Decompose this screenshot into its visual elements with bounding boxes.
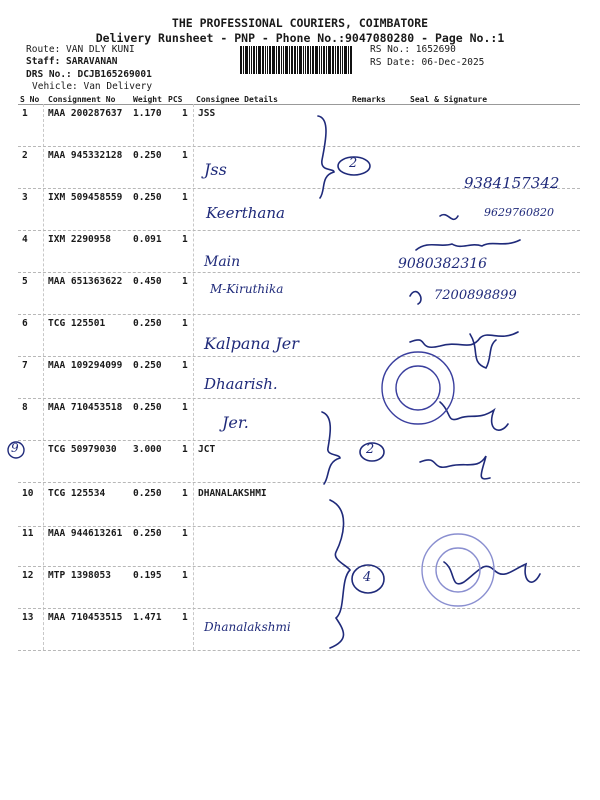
brace-mark — [318, 116, 334, 198]
consignee-name: JCT — [198, 444, 216, 455]
handwritten-serial: 9 — [11, 441, 19, 455]
row-serial: 4 — [22, 234, 28, 245]
group-count: 2 — [366, 442, 375, 457]
route-label: Route: VAN DLY KUNI — [26, 44, 135, 55]
signature-mark — [416, 240, 520, 250]
row-serial: 5 — [22, 276, 28, 287]
consignment-number: MAA 710453518 — [48, 402, 123, 413]
row-weight: 1.471 — [133, 612, 162, 623]
handwritten-name: Jer. — [222, 413, 249, 432]
consignment-number: IXM 2290958 — [48, 234, 111, 245]
row-pcs: 1 — [182, 528, 188, 539]
handwritten-phone: 9080382316 — [398, 256, 488, 272]
row-serial: 10 — [22, 488, 34, 499]
row-serial: 8 — [22, 402, 28, 413]
handwritten-name: M-Kiruthika — [210, 282, 284, 296]
col-header-pcs: PCS — [168, 95, 183, 104]
consignment-number: TCG 50979030 — [48, 444, 117, 455]
consignment-number: MAA 710453515 — [48, 612, 123, 623]
row-weight: 0.091 — [133, 234, 162, 245]
consignment-number: MTP 1398053 — [48, 570, 111, 581]
row-weight: 0.250 — [133, 360, 162, 371]
row-serial: 12 — [22, 570, 34, 581]
signature-mark — [420, 456, 490, 479]
col-header-signature: Seal & Signature — [410, 95, 488, 104]
row-weight: 1.170 — [133, 108, 162, 119]
handwritten-name: Jss — [204, 160, 227, 179]
consignment-number: MAA 651363622 — [48, 276, 123, 287]
seal-stamp — [436, 548, 480, 592]
row-pcs: 1 — [182, 444, 188, 455]
rs-number: RS No.: 1652690 — [370, 44, 456, 55]
drs-number: DRS No.: DCJB165269001 — [26, 69, 152, 80]
consignment-number: MAA 109294099 — [48, 360, 123, 371]
row-pcs: 1 — [182, 234, 188, 245]
handwritten-name: Kalpana Jer — [204, 334, 299, 353]
consignment-number: TCG 125501 — [48, 318, 106, 329]
handwritten-phone: 9629760820 — [484, 206, 554, 219]
row-pcs: 1 — [182, 108, 188, 119]
signature-mark — [410, 332, 518, 347]
row-serial: 7 — [22, 360, 28, 371]
row-pcs: 1 — [182, 150, 188, 161]
row-serial: 1 — [22, 108, 28, 119]
row-serial: 13 — [22, 612, 34, 623]
seal-stamp — [396, 366, 440, 410]
staff-label: Staff: SARAVANAN — [26, 56, 118, 67]
col-header-consignment: Consignment No — [48, 95, 116, 104]
handwritten-name: Dhaarish. — [204, 375, 278, 393]
handwritten-name: Dhanalakshmi — [204, 620, 291, 634]
row-pcs: 1 — [182, 360, 188, 371]
seal-stamp — [422, 534, 494, 606]
seal-stamp — [382, 352, 454, 424]
consignment-number: TCG 125534 — [48, 488, 106, 499]
signature-mark — [440, 402, 508, 430]
signature-mark — [440, 215, 458, 220]
row-weight: 0.250 — [133, 192, 162, 203]
row-pcs: 1 — [182, 570, 188, 581]
row-serial: 11 — [22, 528, 34, 539]
group-count: 4 — [363, 570, 372, 585]
row-weight: 3.000 — [133, 444, 162, 455]
row-pcs: 1 — [182, 488, 188, 499]
rs-date: RS Date: 06-Dec-2025 — [370, 57, 485, 68]
row-serial: 2 — [22, 150, 28, 161]
row-pcs: 1 — [182, 276, 188, 287]
consignment-number: MAA 944613261 — [48, 528, 123, 539]
handwritten-phone: 7200898899 — [434, 288, 517, 303]
row-weight: 0.450 — [133, 276, 162, 287]
consignee-name: DHANALAKSHMI — [198, 488, 267, 499]
runsheet-subtitle: Delivery Runsheet - PNP - Phone No.:9047080280 - Page No.:1 — [95, 31, 505, 45]
row-weight: 0.250 — [133, 318, 162, 329]
col-header-weight: Weight — [133, 95, 162, 104]
row-weight: 0.250 — [133, 488, 162, 499]
col-header-remarks: Remarks — [352, 95, 386, 104]
row-pcs: 1 — [182, 318, 188, 329]
row-weight: 0.250 — [133, 150, 162, 161]
signature-mark — [470, 334, 496, 368]
handwritten-name: Main — [204, 254, 241, 270]
consignee-name: JSS — [198, 108, 216, 119]
row-pcs: 1 — [182, 612, 188, 623]
row-weight: 0.250 — [133, 528, 162, 539]
handwritten-phone: 9384157342 — [464, 174, 560, 192]
consignment-number: MAA 200287637 — [48, 108, 123, 119]
signature-mark — [410, 292, 421, 304]
row-pcs: 1 — [182, 192, 188, 203]
group-count: 2 — [349, 156, 358, 171]
row-weight: 0.195 — [133, 570, 162, 581]
row-serial: 3 — [22, 192, 28, 203]
col-header-sno: S No — [20, 95, 40, 104]
row-weight: 0.250 — [133, 402, 162, 413]
company-title: THE PROFESSIONAL COURIERS, COIMBATORE — [171, 16, 429, 30]
col-header-consignee: Consignee Details — [196, 95, 278, 104]
row-pcs: 1 — [182, 402, 188, 413]
consignment-number: MAA 945332128 — [48, 150, 123, 161]
row-serial: 6 — [22, 318, 28, 329]
brace-mark — [322, 412, 340, 484]
handwritten-name: Keerthana — [206, 204, 285, 222]
vehicle-label: Vehicle: Van Delivery — [32, 81, 153, 92]
consignment-number: IXM 509458559 — [48, 192, 123, 203]
brace-mark — [330, 500, 350, 648]
